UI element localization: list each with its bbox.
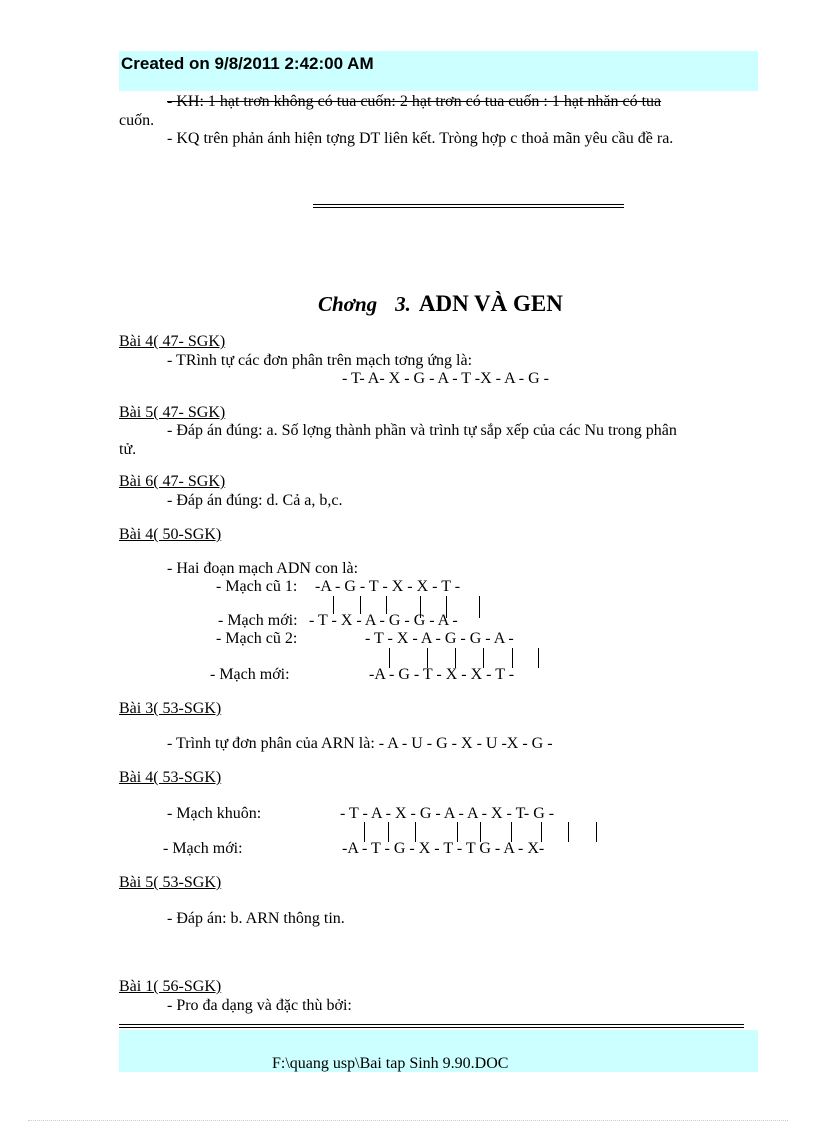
intro-line-2: - KQ trên phản ánh hiện tợng DT liên kết. Tròng hợp c thoả mãn yêu cầu đề ra.	[167, 130, 674, 147]
pair-tick	[415, 822, 416, 842]
pair-tick	[596, 822, 597, 842]
bai5-47-heading: Bài 5( 47- SGK)	[119, 404, 226, 421]
bai5-53-heading: Bài 5( 53-SGK)	[119, 874, 222, 891]
pair-tick	[480, 822, 481, 842]
pair-tick	[455, 648, 456, 668]
pair-tick	[541, 822, 542, 842]
pair-tick	[568, 822, 569, 842]
bai5-53-line: - Đáp án: b. ARN thông tin.	[167, 910, 345, 927]
intro-line-1	[119, 93, 661, 111]
bai4-50-line: - Hai đoạn mạch ADN con là:	[167, 560, 359, 577]
bai3-53-heading: Bài 3( 53-SGK)	[119, 700, 222, 717]
pair-tick	[538, 648, 539, 668]
pair-tick	[364, 822, 365, 842]
bai6-47-line: - Đáp án đúng: d. Cả a, b,c.	[167, 492, 343, 509]
pair-tick	[479, 596, 480, 618]
new-strand-2-seq: -A - G - T - X - X - T -	[369, 666, 515, 683]
file-path: F:\quang usp\Bai tap Sinh 9.90.DOC	[272, 1055, 509, 1072]
old-strand-2-seq: - T - X - A - G - G - A -	[365, 630, 514, 647]
chapter-number: 3.	[395, 292, 411, 316]
bai5-47-line-cont: tử.	[119, 441, 137, 458]
bai1-56-heading: Bài 1( 56-SGK)	[119, 978, 222, 995]
bai4-47-heading: Bài 4( 47- SGK)	[119, 333, 226, 350]
new-strand-1-seq: - T - X - A - G - G - A -	[309, 612, 458, 629]
pair-tick	[457, 822, 458, 842]
chapter-name: ADN VÀ GEN	[418, 291, 563, 316]
bai5-47-line: - Đáp án đúng: a. Số lợng thành phần và trình tự sắp xếp của các Nu trong phân	[167, 422, 677, 439]
page-edge	[28, 1120, 788, 1122]
new-strand-1-label: - Mạch mới:	[218, 612, 298, 629]
pair-tick	[511, 822, 512, 842]
old-strand-1-label: - Mạch cũ 1:	[216, 578, 298, 595]
bai6-47-heading: Bài 6( 47- SGK)	[119, 473, 226, 490]
intro-line-1-cont: cuốn.	[119, 112, 155, 129]
bai4-47-sequence: - T- A- X - G - A - T -X - A - G -	[342, 370, 549, 387]
footer-rule	[119, 1024, 744, 1028]
bai3-53-line: - Trình tự đơn phân của ARN là: - A - U - G - X - U -X - G -	[167, 735, 553, 752]
created-timestamp: Created on 9/8/2011 2:42:00 AM	[121, 54, 374, 73]
old-strand-1-seq: -A - G - T - X - X - T -	[315, 578, 461, 595]
template-strand-label: - Mạch khuôn:	[167, 805, 262, 822]
old-strand-2-label: - Mạch cũ 2:	[216, 630, 298, 647]
bai4-47-line: - TRình tự các đơn phân trên mạch tơng ứng là:	[167, 352, 473, 369]
bai4-50-heading: Bài 4( 50-SGK)	[119, 526, 222, 543]
intro-line-1-text: - KH: 1 hạt trơn không có tua cuốn: 2 hạt trơn có tua cuốn : 1 hạt nhăn có tua	[167, 93, 662, 110]
pair-tick	[512, 648, 513, 668]
new-strand-label: - Mạch mới:	[163, 840, 243, 857]
bai1-56-line: - Pro đa dạng và đặc thù bởi:	[167, 997, 352, 1014]
chapter-title	[318, 291, 563, 317]
template-strand-seq: - T - A - X - G - A - A - X - T- G -	[340, 805, 555, 822]
pair-tick	[388, 822, 389, 842]
section-divider	[313, 204, 624, 208]
chapter-label: Chơng	[318, 292, 378, 316]
pair-tick	[389, 648, 390, 668]
pair-tick	[483, 648, 484, 668]
pair-tick	[427, 648, 428, 668]
new-strand-seq: -A - T - G - X - T - T G - A - X-	[342, 840, 545, 857]
bai4-53-heading: Bài 4( 53-SGK)	[119, 769, 222, 786]
new-strand-2-label: - Mạch mới:	[210, 666, 290, 683]
